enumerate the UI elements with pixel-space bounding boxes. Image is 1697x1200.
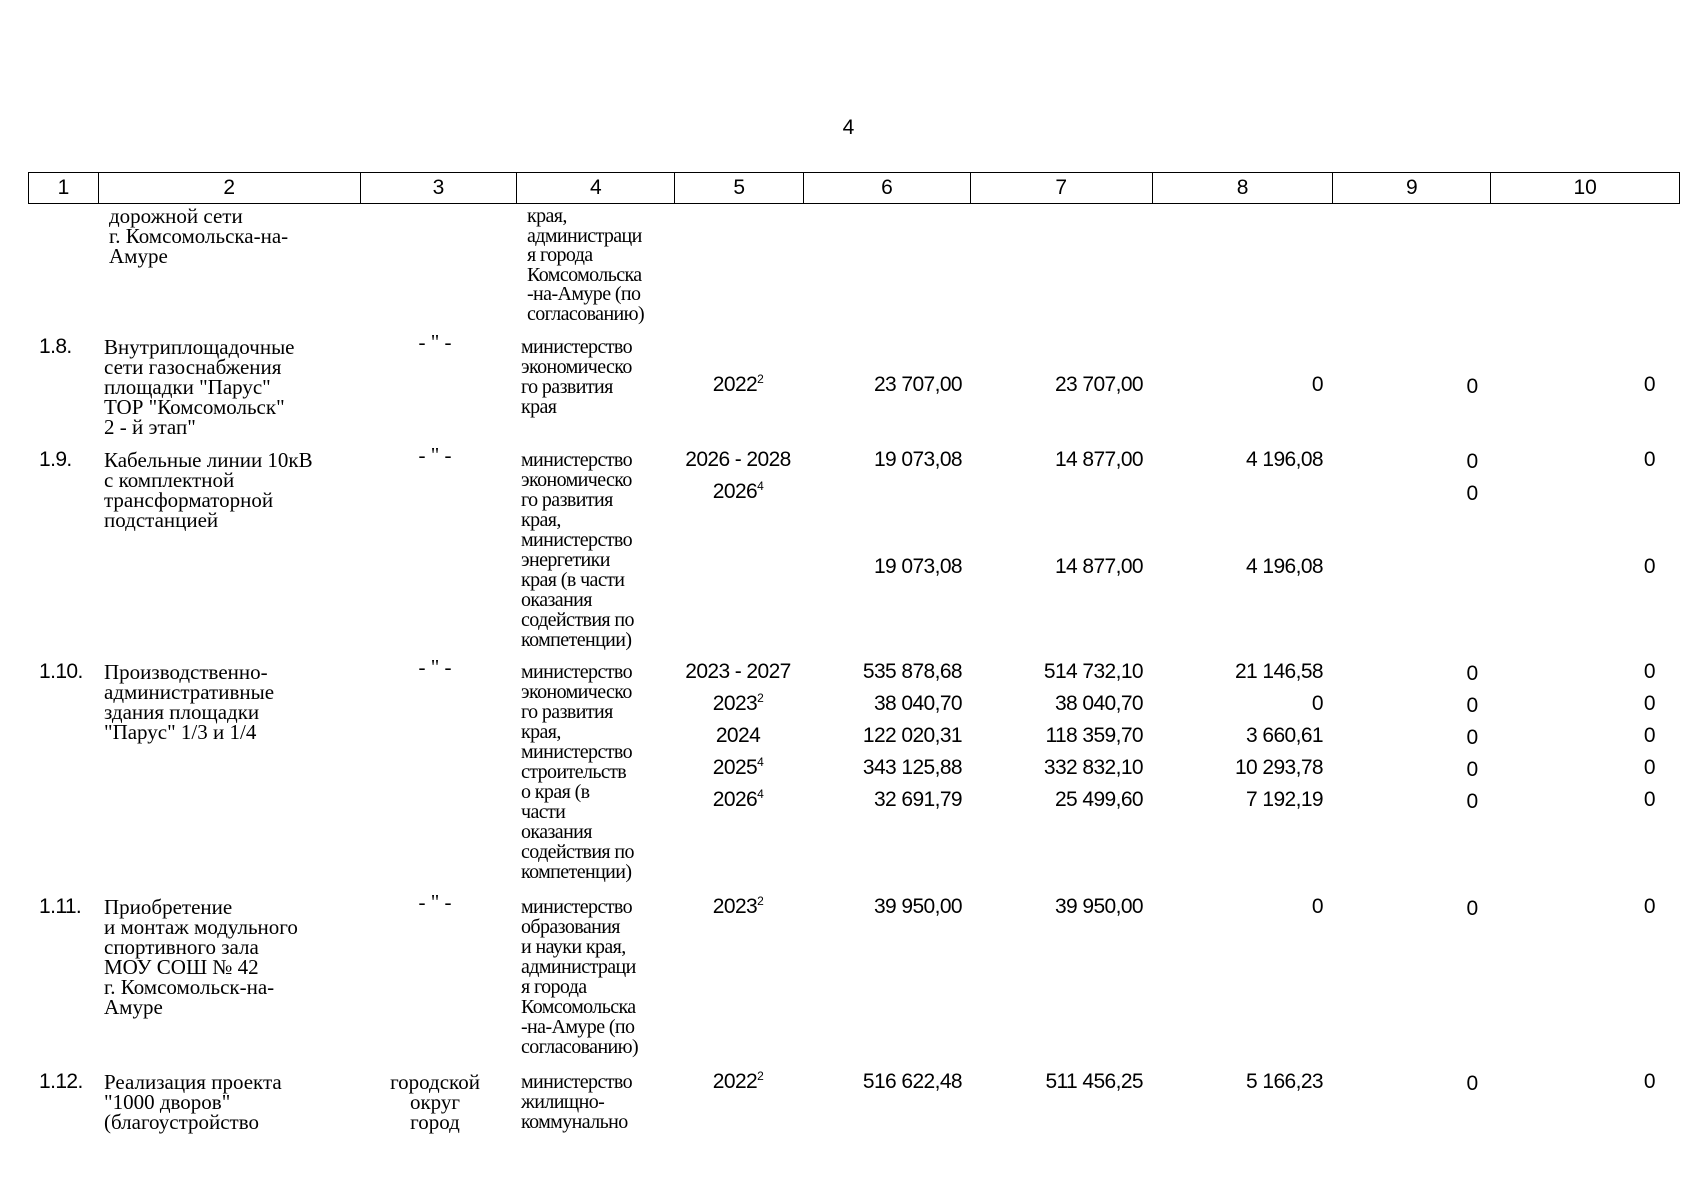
organization-line: оказания bbox=[521, 821, 592, 843]
organization-line: го развития bbox=[521, 701, 613, 723]
amount-total: 122 020,31 bbox=[862, 724, 962, 747]
organization-line: министерство bbox=[521, 336, 632, 358]
organization-line: министерство bbox=[521, 1071, 632, 1093]
amount-col9: 0 bbox=[1466, 694, 1478, 717]
organization-line: компетенции) bbox=[521, 861, 632, 883]
organization-line: края (в части bbox=[521, 569, 625, 591]
organization-line: края bbox=[521, 396, 557, 418]
organization-line: строительств bbox=[521, 761, 627, 783]
item-name-line: административные bbox=[104, 680, 275, 704]
amount-col10: 0 bbox=[1643, 724, 1655, 747]
amount-col9: 0 bbox=[1466, 897, 1478, 920]
amount-col10: 0 bbox=[1643, 660, 1655, 683]
amount-col8: 4 196,08 bbox=[1246, 448, 1323, 471]
item-name-line: МОУ СОШ № 42 bbox=[104, 955, 259, 979]
location-ditto: - " - bbox=[418, 330, 452, 354]
year-cell: 2026$^4$ bbox=[712, 479, 764, 503]
item-name-line: спортивного зала bbox=[104, 935, 259, 959]
organization-line: оказания bbox=[521, 589, 592, 611]
amount-col10: 0 bbox=[1643, 895, 1655, 918]
footnote-marker: 4 bbox=[757, 755, 764, 769]
amount-total: 516 622,48 bbox=[862, 1070, 962, 1093]
year-cell: 2025$^4$ bbox=[712, 755, 764, 779]
continued-name-line: дорожной сети bbox=[109, 204, 243, 228]
organization-line: го развития bbox=[521, 489, 613, 511]
organization-line: министерство bbox=[521, 741, 632, 763]
organization-line: образования bbox=[521, 916, 620, 938]
amount-col7: 25 499,60 bbox=[1054, 788, 1143, 811]
column-header-4: 4 bbox=[517, 173, 675, 203]
item-name-line: (благоустройство bbox=[104, 1110, 260, 1134]
amount-col10: 0 bbox=[1643, 448, 1655, 471]
organization-line: министерство bbox=[521, 896, 632, 918]
amount-col9: 0 bbox=[1466, 482, 1478, 505]
amount-col7: 14 877,00 bbox=[1054, 448, 1143, 471]
location-ditto: - " - bbox=[418, 443, 452, 467]
page-number: 4 bbox=[842, 116, 855, 139]
organization-line: содействия по bbox=[521, 609, 634, 631]
row-number: 1.11. bbox=[39, 895, 82, 918]
amount-col10: 0 bbox=[1643, 692, 1655, 715]
continued-org-line: Комсомольска bbox=[527, 263, 642, 286]
row-number: 1.12. bbox=[39, 1070, 83, 1093]
continued-org-line: согласованию) bbox=[527, 302, 645, 325]
item-name-line: сети газоснабжения bbox=[104, 355, 282, 379]
column-header-10: 10 bbox=[1573, 176, 1597, 199]
amount-total: 39 950,00 bbox=[873, 895, 962, 918]
amount-col9: 0 bbox=[1466, 758, 1478, 781]
continued-org-line: я города bbox=[527, 244, 593, 266]
location-line: город bbox=[410, 1110, 460, 1134]
column-header-2: 2 bbox=[99, 173, 361, 203]
footnote-marker: 2 bbox=[757, 894, 764, 908]
amount-col10: 0 bbox=[1643, 756, 1655, 779]
column-header-7: 7 bbox=[971, 173, 1153, 203]
organization-line: министерство bbox=[521, 661, 632, 683]
amount-col9: 0 bbox=[1466, 726, 1478, 749]
continued-name-line: г. Комсомольска-на- bbox=[109, 224, 289, 248]
organization-line: жилищно- bbox=[521, 1091, 605, 1113]
column-header-6: 6 bbox=[804, 173, 971, 203]
amount-col8: 21 146,58 bbox=[1234, 660, 1323, 683]
organization-line: содействия по bbox=[521, 841, 634, 863]
organization-line: о края (в bbox=[521, 781, 590, 803]
organization-line: коммунально bbox=[521, 1111, 628, 1133]
amount-col9: 0 bbox=[1466, 790, 1478, 813]
footnote-marker: 2 bbox=[757, 691, 764, 705]
item-name-line: и монтаж модульного bbox=[104, 915, 298, 939]
column-header-8: 8 bbox=[1153, 173, 1334, 203]
amount-col8: 5 166,23 bbox=[1246, 1070, 1323, 1093]
amount-col10: 0 bbox=[1643, 555, 1655, 578]
organization-line: администраци bbox=[521, 956, 636, 978]
amount-col10: 0 bbox=[1643, 788, 1655, 811]
amount-col8: 3 660,61 bbox=[1246, 724, 1323, 747]
organization-line: части bbox=[521, 801, 566, 823]
continued-org-line: администраци bbox=[527, 224, 642, 247]
amount-col7: 332 832,10 bbox=[1043, 756, 1143, 779]
continued-name-line: Амуре bbox=[109, 244, 168, 268]
year-cell: 2023 - 2027 bbox=[685, 660, 791, 683]
year-cell: 2026$^4$ bbox=[712, 787, 764, 811]
year-cell: 2026 - 2028 bbox=[685, 448, 791, 471]
amount-col7: 23 707,00 bbox=[1054, 373, 1143, 396]
organization-line: я города bbox=[521, 976, 587, 998]
amount-col7: 39 950,00 bbox=[1054, 895, 1143, 918]
column-header-1: 1 bbox=[29, 173, 99, 203]
organization-line: го развития bbox=[521, 376, 613, 398]
year-cell: 2023$^2$ bbox=[712, 691, 764, 715]
amount-col8: 0 bbox=[1311, 692, 1323, 715]
amount-col7: 14 877,00 bbox=[1054, 555, 1143, 578]
amount-col10: 0 bbox=[1643, 1070, 1655, 1093]
item-name-line: "Парус" 1/3 и 1/4 bbox=[104, 720, 257, 744]
amount-col8: 0 bbox=[1311, 895, 1323, 918]
amount-col9: 0 bbox=[1466, 1072, 1478, 1095]
continued-org-line: края, bbox=[527, 205, 567, 227]
amount-col9: 0 bbox=[1466, 450, 1478, 473]
amount-total: 343 125,88 bbox=[862, 756, 962, 779]
amount-total: 19 073,08 bbox=[873, 555, 962, 578]
item-name-line: 2 - й этап" bbox=[104, 415, 196, 439]
continued-org-line: -на-Амуре (по bbox=[527, 283, 641, 305]
organization-line: согласованию) bbox=[521, 1036, 639, 1058]
item-name-line: "1000 дворов" bbox=[104, 1090, 231, 1114]
item-name-line: Амуре bbox=[104, 995, 163, 1019]
item-name-line: г. Комсомольск-на- bbox=[104, 975, 275, 999]
year-cell: 2022$^2$ bbox=[712, 372, 764, 396]
amount-col7: 38 040,70 bbox=[1054, 692, 1143, 715]
organization-line: и науки края, bbox=[521, 936, 626, 958]
amount-total: 19 073,08 bbox=[873, 448, 962, 471]
item-name-line: Приобретение bbox=[104, 895, 233, 919]
footnote-marker: 4 bbox=[757, 479, 764, 493]
year-cell: 2022$^2$ bbox=[712, 1069, 764, 1093]
amount-total: 32 691,79 bbox=[873, 788, 962, 811]
item-name-line: трансформаторной bbox=[104, 488, 274, 512]
organization-line: экономическо bbox=[521, 469, 632, 491]
column-header-5: 5 bbox=[675, 173, 804, 203]
organization-line: экономическо bbox=[521, 356, 632, 378]
organization-line: министерство bbox=[521, 449, 632, 471]
year-cell: 2023$^2$ bbox=[712, 894, 764, 918]
organization-line: энергетики bbox=[521, 549, 610, 571]
item-name-line: с комплектной bbox=[104, 468, 235, 492]
footnote-marker: 4 bbox=[757, 787, 764, 801]
organization-line: края, bbox=[521, 721, 561, 743]
year-cell: 2024 bbox=[715, 724, 761, 747]
amount-total: 23 707,00 bbox=[873, 373, 962, 396]
amount-total: 535 878,68 bbox=[862, 660, 962, 683]
amount-col7: 118 359,70 bbox=[1045, 724, 1143, 747]
item-name-line: Производственно- bbox=[104, 660, 268, 684]
row-number: 1.10. bbox=[39, 660, 83, 683]
amount-col9: 0 bbox=[1466, 662, 1478, 685]
organization-line: Комсомольска bbox=[521, 996, 636, 1018]
organization-line: -на-Амуре (по bbox=[521, 1016, 635, 1038]
location-ditto: - " - bbox=[418, 890, 452, 914]
row-number: 1.8. bbox=[39, 335, 72, 358]
location-ditto: - " - bbox=[418, 655, 452, 679]
column-header-3: 3 bbox=[361, 173, 518, 203]
amount-col8: 10 293,78 bbox=[1234, 756, 1323, 779]
amount-col9: 0 bbox=[1466, 375, 1478, 398]
item-name-line: ТОР "Комсомольск" bbox=[104, 395, 285, 419]
row-number: 1.9. bbox=[39, 448, 72, 471]
amount-col10: 0 bbox=[1643, 373, 1655, 396]
organization-line: компетенции) bbox=[521, 629, 632, 651]
amount-col8: 7 192,19 bbox=[1246, 788, 1323, 811]
footnote-marker: 2 bbox=[757, 1069, 764, 1083]
amount-col7: 514 732,10 bbox=[1043, 660, 1143, 683]
item-name-line: Кабельные линии 10кВ bbox=[104, 448, 313, 472]
amount-col7: 511 456,25 bbox=[1045, 1070, 1143, 1093]
amount-col8: 4 196,08 bbox=[1246, 555, 1323, 578]
location-line: округ bbox=[409, 1090, 461, 1114]
item-name-line: площадки "Парус" bbox=[104, 375, 271, 399]
organization-line: края, bbox=[521, 509, 561, 531]
location-line: городской bbox=[390, 1070, 480, 1094]
item-name-line: Реализация проекта bbox=[104, 1070, 282, 1094]
amount-col8: 0 bbox=[1311, 373, 1323, 396]
item-name-line: подстанцией bbox=[104, 508, 219, 532]
column-header-9: 9 bbox=[1333, 173, 1491, 203]
organization-line: министерство bbox=[521, 529, 632, 551]
organization-line: экономическо bbox=[521, 681, 632, 703]
amount-total: 38 040,70 bbox=[873, 692, 962, 715]
footnote-marker: 2 bbox=[757, 372, 764, 386]
item-name-line: здания площадки bbox=[104, 700, 260, 724]
item-name-line: Внутриплощадочные bbox=[104, 335, 295, 359]
